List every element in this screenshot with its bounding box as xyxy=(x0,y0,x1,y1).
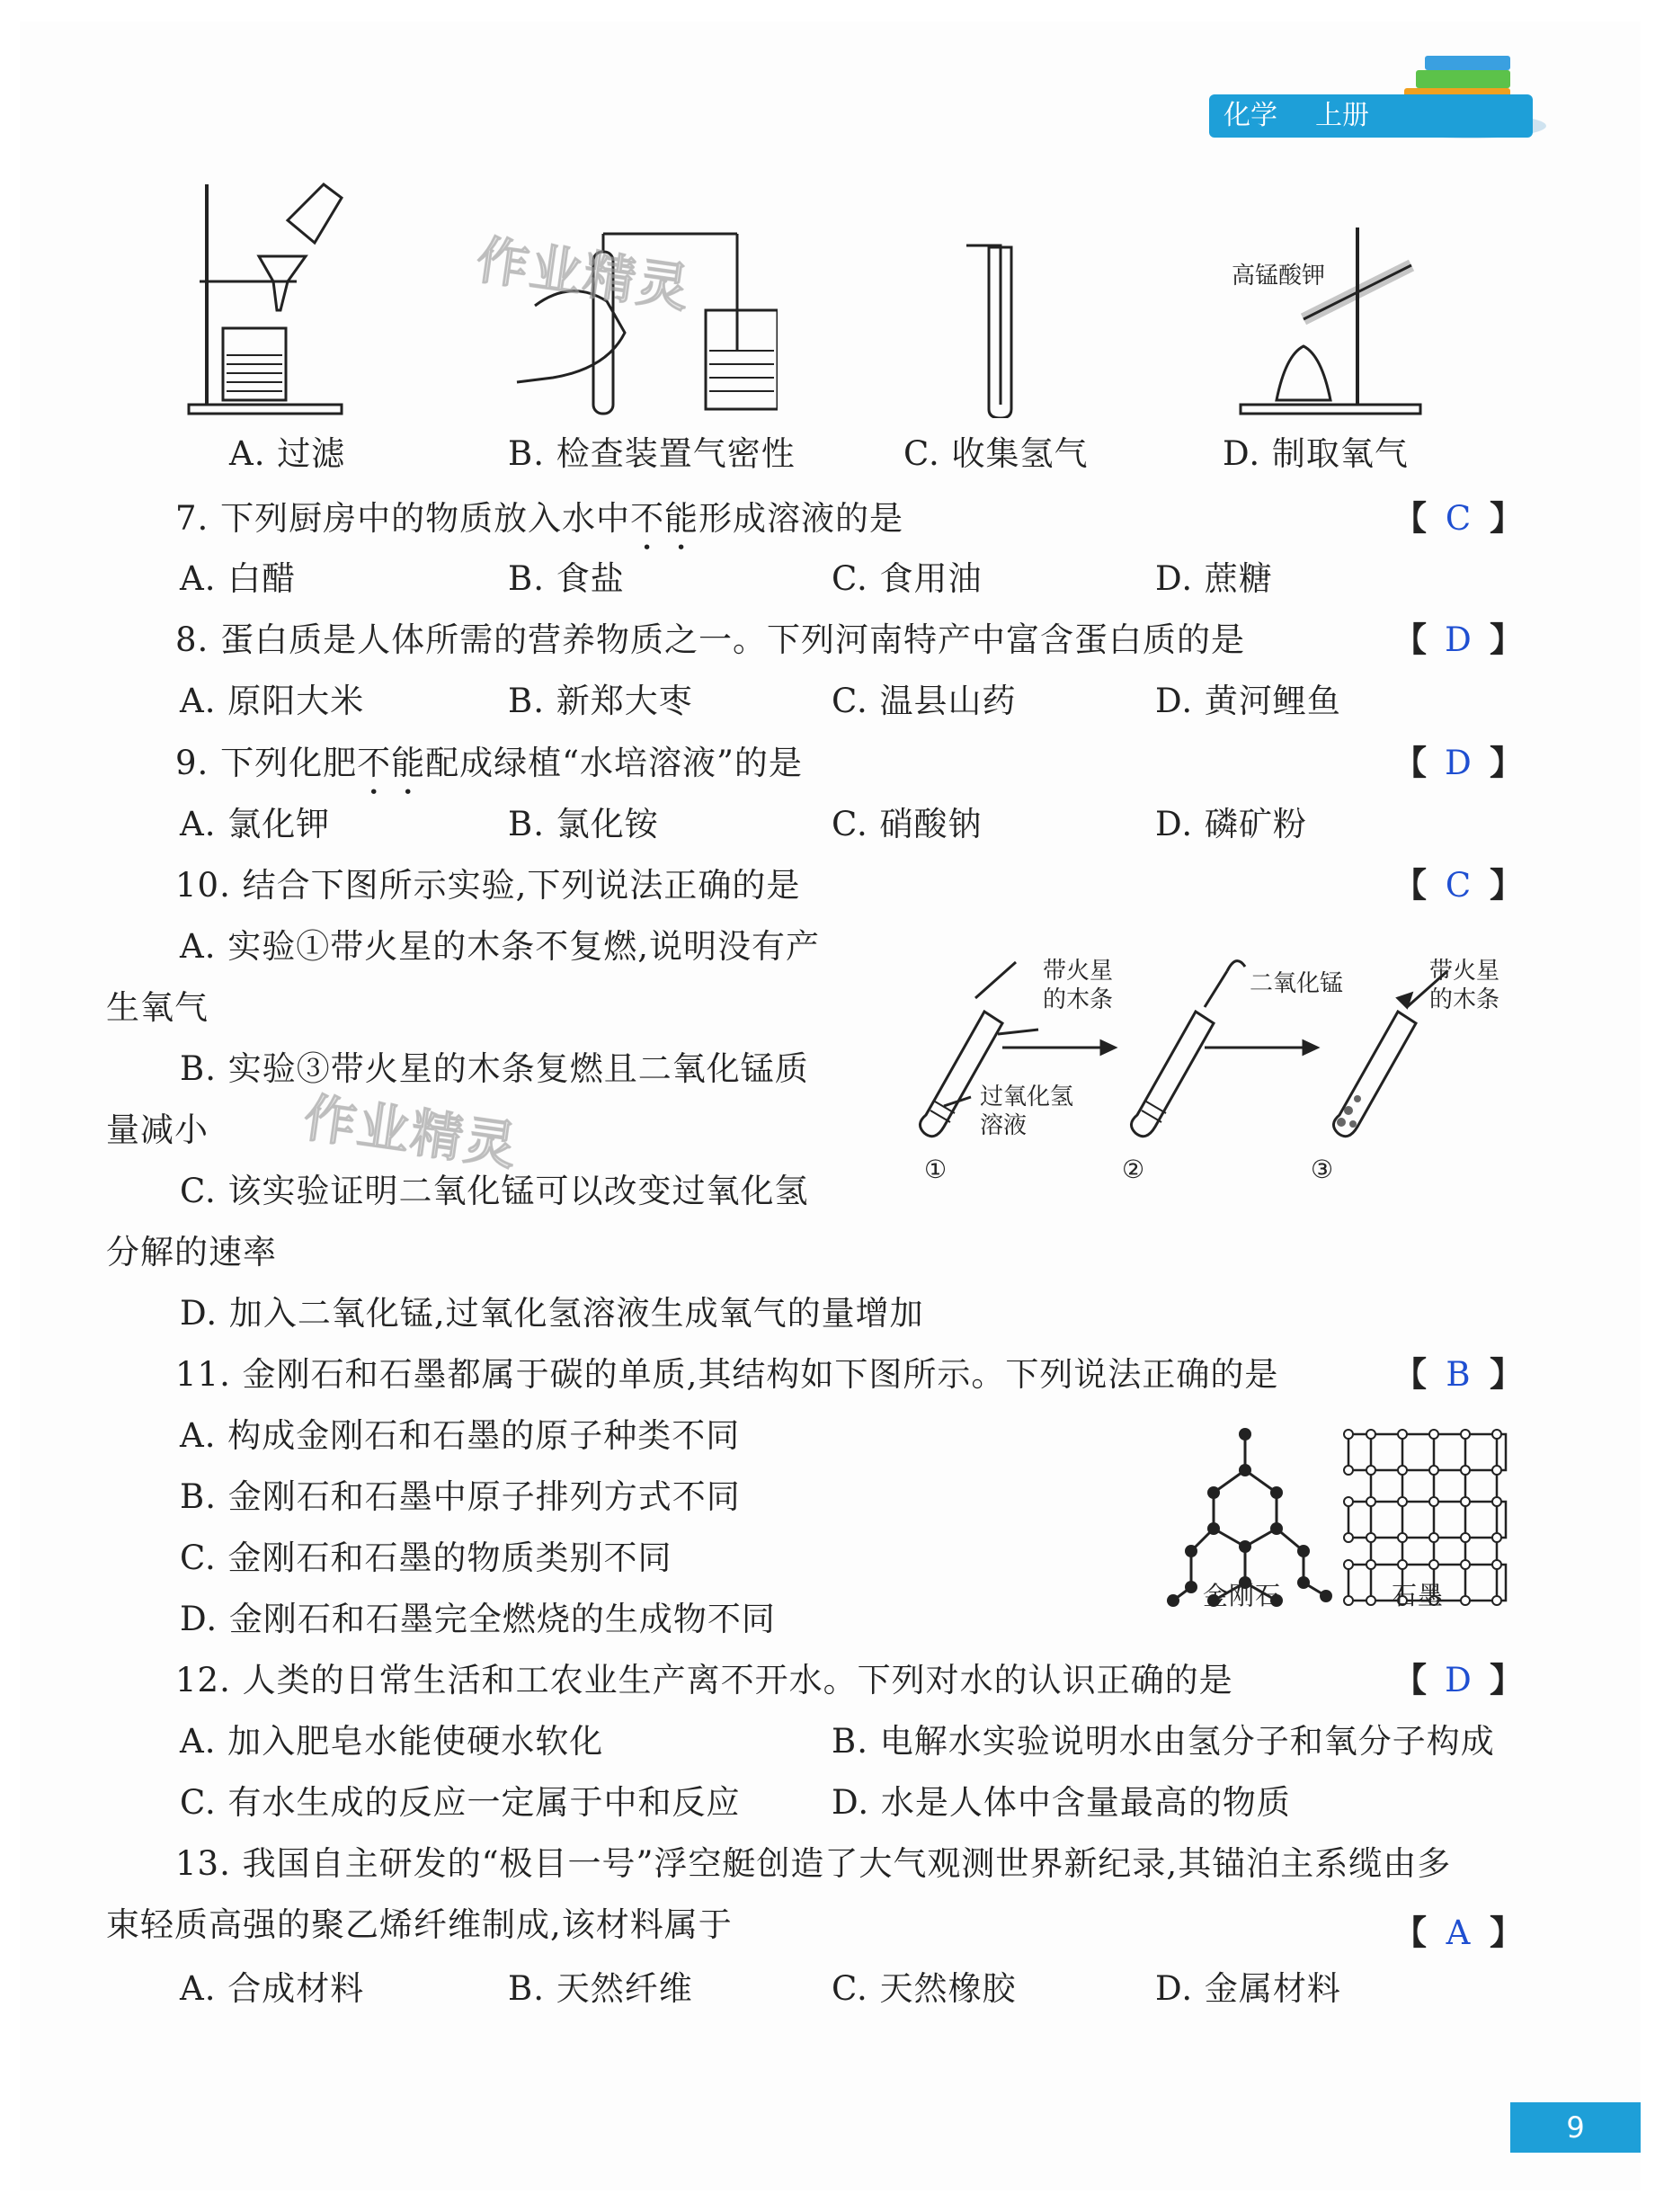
label-step-1: ① xyxy=(924,1155,948,1184)
figure-collect-hydrogen xyxy=(957,238,1038,418)
label-glowing-splint-1a: 带火星 xyxy=(1043,958,1114,985)
q8-answer: 【 D 】 xyxy=(1393,620,1523,659)
q12-option-b: B. 电解水实验说明水由氢分子和氧分子构成 xyxy=(832,1722,1495,1761)
q7-option-a: A. 白醋 xyxy=(180,559,297,598)
q11-option-b: B. 金刚石和石墨中原子排列方式不同 xyxy=(180,1477,741,1516)
q8-option-d: D. 黄河鲤鱼 xyxy=(1155,682,1341,720)
q10-stem: 10. 结合下图所示实验,下列说法正确的是 xyxy=(175,866,801,905)
q6-option-b: B. 检查装置气密性 xyxy=(508,434,796,473)
watermark: 作业精灵 xyxy=(299,1086,522,1178)
q12-option-d: D. 水是人体中含量最高的物质 xyxy=(832,1783,1291,1822)
q7-option-d: D. 蔗糖 xyxy=(1155,559,1273,598)
q8-option-b: B. 新郑大枣 xyxy=(508,682,693,720)
q6-option-a: A. 过滤 xyxy=(229,434,346,473)
q11-stem: 11. 金刚石和石墨都属于碳的单质,其结构如下图所示。下列说法正确的是 xyxy=(175,1355,1279,1394)
q12-stem: 12. 人类的日常生活和工农业生产离不开水。下列对水的认识正确的是 xyxy=(175,1661,1233,1699)
q10-line-a1: A. 实验①带火星的木条不复燃,说明没有产 xyxy=(180,927,821,966)
q10-line-c1: C. 该实验证明二氧化锰可以改变过氧化氢 xyxy=(180,1172,809,1210)
q12-option-c: C. 有水生成的反应一定属于中和反应 xyxy=(180,1783,741,1822)
q13-option-a: A. 合成材料 xyxy=(180,1969,365,2008)
q9-emphasis: 不能 xyxy=(357,744,426,782)
q10-line-b2: 量减小 xyxy=(106,1110,209,1149)
q11-option-c: C. 金刚石和石墨的物质类别不同 xyxy=(180,1539,672,1577)
q7-emphasis: 不能 xyxy=(630,499,699,538)
figure-make-oxygen xyxy=(1232,220,1438,418)
header-tab xyxy=(1209,94,1533,138)
q13-answer: 【 A 】 xyxy=(1393,1913,1523,1952)
q9-option-c: C. 硝酸钠 xyxy=(832,805,983,843)
watermark: 作业精灵 xyxy=(472,228,695,320)
q10-line-d: D. 加入二氧化锰,过氧化氢溶液生成氧气的量增加 xyxy=(180,1294,924,1333)
q11-option-d: D. 金刚石和石墨完全燃烧的生成物不同 xyxy=(180,1600,776,1638)
header-volume: 上册 xyxy=(1315,100,1369,131)
q13-stem-line2: 束轻质高强的聚乙烯纤维制成,该材料属于 xyxy=(106,1905,733,1944)
q10-answer: 【 C 】 xyxy=(1393,866,1523,905)
q7-option-b: B. 食盐 xyxy=(508,559,625,598)
q13-option-b: B. 天然纤维 xyxy=(508,1969,693,2008)
q9-answer: 【 D 】 xyxy=(1393,744,1523,782)
label-hydrogen-peroxide-b: 溶液 xyxy=(980,1112,1028,1139)
figure-hydrogen-peroxide-experiment xyxy=(908,944,1528,1187)
q7-stem: 7. 下列厨房中的物质放入水中不能形成溶液的是 xyxy=(175,499,904,538)
q9-option-a: A. 氯化钾 xyxy=(180,805,331,843)
q13-option-d: D. 金属材料 xyxy=(1155,1969,1341,2008)
figure-filtration xyxy=(180,175,351,418)
q8-stem: 8. 蛋白质是人体所需的营养物质之一。下列河南特产中富含蛋白质的是 xyxy=(175,620,1246,659)
label-glowing-splint-3a: 带火星 xyxy=(1429,958,1500,985)
page-number: 9 xyxy=(1510,2102,1641,2153)
label-step-3: ③ xyxy=(1311,1155,1334,1184)
q12-option-a: A. 加入肥皂水能使硬水软化 xyxy=(180,1722,604,1761)
q10-line-b1: B. 实验③带火星的木条复燃且二氧化锰质 xyxy=(180,1049,809,1088)
q13-stem-line1: 13. 我国自主研发的“极目一号”浮空艇创造了大气观测世界新纪录,其锚泊主系缆由多 xyxy=(175,1844,1452,1883)
q12-answer: 【 D 】 xyxy=(1393,1661,1523,1699)
label-manganese-dioxide: 二氧化锰 xyxy=(1250,970,1344,997)
q6-option-c: C. 收集氢气 xyxy=(903,434,1089,473)
q13-option-c: C. 天然橡胶 xyxy=(832,1969,1017,2008)
q9-stem: 9. 下列化肥不能配成绿植“水培溶液”的是 xyxy=(175,744,803,782)
header-subject: 化学 xyxy=(1224,100,1277,131)
q9-option-b: B. 氯化铵 xyxy=(508,805,659,843)
label-step-2: ② xyxy=(1122,1155,1145,1184)
label-glowing-splint-1b: 的木条 xyxy=(1043,986,1114,1013)
q6-option-d: D. 制取氧气 xyxy=(1223,434,1409,473)
label-graphite: 石墨 xyxy=(1392,1581,1445,1610)
q8-option-c: C. 温县山药 xyxy=(832,682,1017,720)
q8-option-a: A. 原阳大米 xyxy=(180,682,365,720)
q9-option-d: D. 磷矿粉 xyxy=(1155,805,1307,843)
q7-option-c: C. 食用油 xyxy=(832,559,983,598)
q11-answer: 【 B 】 xyxy=(1393,1355,1523,1394)
label-diamond: 金刚石 xyxy=(1203,1581,1282,1610)
label-hydrogen-peroxide-a: 过氧化氢 xyxy=(980,1084,1074,1110)
q7-answer: 【 C 】 xyxy=(1393,499,1523,538)
label-potassium-permanganate: 高锰酸钾 xyxy=(1232,263,1326,290)
q10-line-a2: 生氧气 xyxy=(106,988,209,1027)
label-glowing-splint-3b: 的木条 xyxy=(1429,986,1500,1013)
q11-option-a: A. 构成金刚石和石墨的原子种类不同 xyxy=(180,1416,741,1455)
q10-line-c2: 分解的速率 xyxy=(106,1233,277,1271)
